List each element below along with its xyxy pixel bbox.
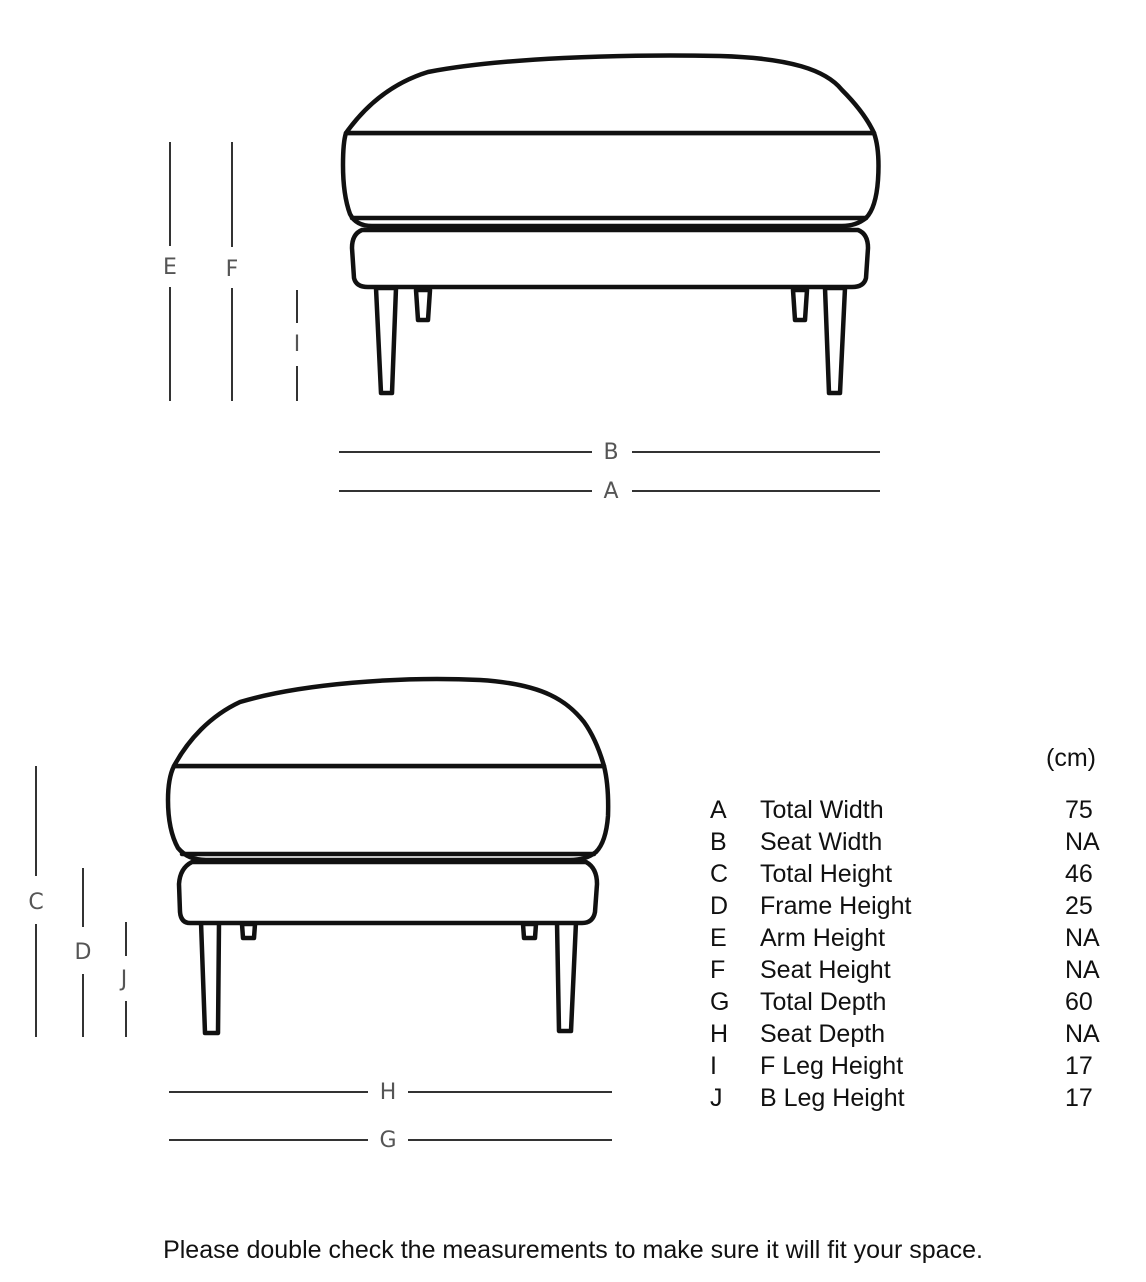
side-leg-right xyxy=(557,922,576,1031)
measurement-note: Please double check the measurements to make sure it will fit your space. xyxy=(163,1236,983,1264)
spec-value: NA xyxy=(1065,828,1100,856)
spec-row-f xyxy=(710,954,1110,986)
front-view-ottoman xyxy=(343,56,879,393)
spec-label: Total Depth xyxy=(760,988,887,1016)
dim-label-j: J xyxy=(120,967,128,992)
front-base xyxy=(352,230,868,287)
spec-label: F Leg Height xyxy=(760,1052,904,1080)
spec-value: 46 xyxy=(1065,860,1093,888)
spec-letter: F xyxy=(710,956,726,984)
dim-label-f: F xyxy=(225,257,239,282)
spec-row-h xyxy=(710,1018,1110,1050)
front-back-leg-left xyxy=(416,290,430,320)
spec-label: Total Height xyxy=(760,860,893,888)
spec-value: NA xyxy=(1065,924,1100,952)
spec-row-i xyxy=(710,1050,1110,1082)
dim-label-a: A xyxy=(603,479,619,504)
spec-letter: C xyxy=(710,860,729,888)
spec-label: Arm Height xyxy=(760,924,886,952)
unit-label: (cm) xyxy=(1046,744,1096,772)
spec-label: B Leg Height xyxy=(760,1084,905,1112)
dim-label-d: D xyxy=(74,940,92,965)
front-back-leg-right xyxy=(793,290,807,320)
spec-label: Seat Height xyxy=(760,956,891,984)
dim-label-e: E xyxy=(163,255,177,280)
spec-letter: G xyxy=(710,988,730,1016)
spec-row-j xyxy=(710,1082,1110,1114)
spec-value: 17 xyxy=(1065,1052,1093,1080)
dim-label-h: H xyxy=(379,1080,397,1105)
side-cushion-band xyxy=(168,766,608,860)
spec-row-a xyxy=(710,794,1110,826)
spec-letter: B xyxy=(710,828,727,856)
spec-row-e xyxy=(710,922,1110,954)
side-base xyxy=(179,862,597,923)
dim-label-g: G xyxy=(379,1128,397,1153)
spec-letter: E xyxy=(710,924,727,952)
front-leg-right xyxy=(825,288,845,393)
spec-value: NA xyxy=(1065,956,1100,984)
dim-label-b: B xyxy=(603,440,619,465)
spec-row-g xyxy=(710,986,1110,1018)
side-leg-left xyxy=(201,922,219,1033)
dim-label-i: I xyxy=(293,332,301,357)
spec-letter: I xyxy=(710,1052,717,1080)
front-cushion-band xyxy=(343,133,879,226)
spec-letter: D xyxy=(710,892,729,920)
spec-value: 25 xyxy=(1065,892,1093,920)
spec-value: 75 xyxy=(1065,796,1093,824)
spec-label: Total Width xyxy=(760,796,884,824)
side-cushion-top xyxy=(174,679,604,766)
spec-row-b xyxy=(710,826,1110,858)
spec-letter: J xyxy=(710,1084,723,1112)
spec-table xyxy=(710,794,1110,1114)
side-view-ottoman xyxy=(168,679,608,1033)
side-back-leg-left xyxy=(242,924,255,938)
spec-label: Seat Depth xyxy=(760,1020,886,1048)
spec-letter: A xyxy=(710,796,727,824)
dim-label-c: C xyxy=(28,890,44,915)
spec-row-c xyxy=(710,858,1110,890)
spec-row-d xyxy=(710,890,1110,922)
spec-value: 17 xyxy=(1065,1084,1093,1112)
front-cushion-top xyxy=(346,56,874,133)
spec-value: 60 xyxy=(1065,988,1093,1016)
side-back-leg-right xyxy=(523,924,536,938)
spec-letter: H xyxy=(710,1020,729,1048)
spec-value: NA xyxy=(1065,1020,1100,1048)
front-leg-left xyxy=(376,288,396,393)
spec-label: Seat Width xyxy=(760,828,883,856)
spec-label: Frame Height xyxy=(760,892,912,920)
